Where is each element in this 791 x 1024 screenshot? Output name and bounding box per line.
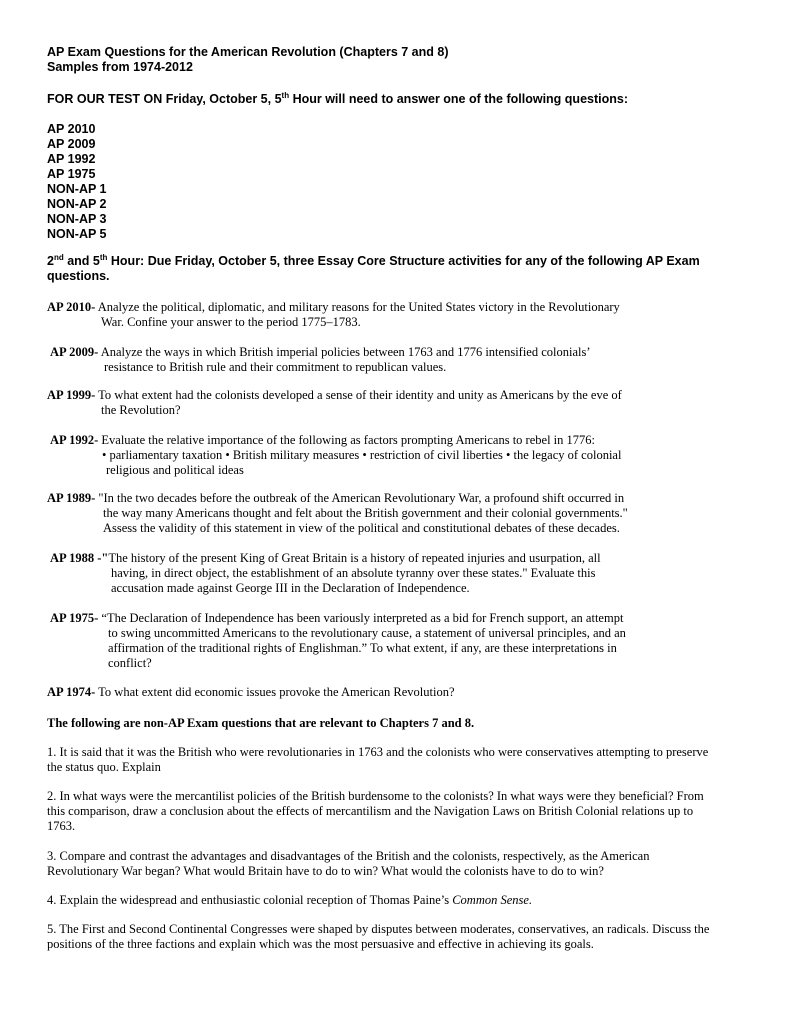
question-text: the way many Americans thought and felt about the British government and their colonial governments."	[103, 506, 628, 520]
question-text: Analyze the ways in which British imperial policies between 1763 and 1776 intensified colonials’	[98, 345, 591, 359]
ap-question-1974	[47, 685, 455, 700]
due-notice	[47, 254, 700, 284]
document-header	[47, 45, 448, 75]
list-item: AP 1992	[47, 152, 96, 166]
question-label: AP 2010-	[47, 300, 96, 314]
question-label: AP 1992-	[50, 433, 99, 447]
question-label: AP 1999-	[47, 388, 96, 402]
nonap-question-3	[47, 849, 649, 879]
question-text: this comparison, draw a conclusion about the effects of mercantilism and the Navigation Laws on British Colonial relations up to	[47, 804, 694, 818]
question-text: Assess the validity of this statement in view of the political and constitutional debates of these decades.	[103, 521, 620, 535]
question-text: 1. It is said that it was the British who were revolutionaries in 1763 and the colonists who were conservatives attempting to preserve	[47, 745, 709, 759]
book-title: Common Sense.	[452, 893, 533, 907]
question-text: 4. Explain the widespread and enthusiastic colonial reception of Thomas Paine’s	[47, 893, 453, 907]
due-notice-sup: nd	[53, 252, 64, 262]
due-notice-part: Hour: Due Friday, October 5, three Essay Core Structure activities for any of the following AP Exam	[107, 254, 700, 268]
question-text: the status quo. Explain	[47, 760, 161, 774]
due-notice-sup: th	[99, 252, 108, 262]
list-item: NON-AP 2	[47, 197, 107, 211]
test-notice	[47, 92, 628, 107]
ap-question-2009	[50, 345, 591, 375]
document-subtitle: Samples from 1974-2012	[47, 60, 193, 74]
question-label: AP 2009-	[50, 345, 99, 359]
ap-question-1992	[50, 433, 621, 478]
due-notice-part: 2	[47, 254, 54, 268]
ap-question-1988	[50, 551, 601, 596]
nonap-question-4	[47, 893, 532, 908]
document-title: AP Exam Questions for the American Revolution (Chapters 7 and 8)	[47, 45, 449, 59]
list-item: NON-AP 5	[47, 227, 107, 241]
question-text: affirmation of the traditional rights of Englishman.” To what extent, if any, are these interpretations in	[108, 641, 617, 655]
question-text: to swing uncommitted Americans to the revolutionary cause, a statement of universal principles, and an	[108, 626, 626, 640]
test-notice-post: Hour will need to answer one of the following questions:	[289, 92, 628, 106]
question-text: resistance to British rule and their commitment to republican values.	[104, 360, 447, 374]
question-text: religious and political ideas	[106, 463, 244, 477]
question-text: conflict?	[108, 656, 152, 670]
question-text: The history of the present King of Great Britain is a history of repeated injuries and usurpation, all	[108, 551, 601, 565]
question-text: "In the two decades before the outbreak of the American Revolutionary War, a profound shift occurred in	[95, 491, 625, 505]
ap-question-2010	[47, 300, 620, 330]
question-text: accusation made against George III in the Declaration of Independence.	[111, 581, 470, 595]
list-item: AP 2009	[47, 137, 96, 151]
test-notice-sup: th	[281, 90, 290, 100]
ap-question-1975	[50, 611, 626, 671]
question-text: 5. The First and Second Continental Congresses were shaped by disputes between moderates, conservatives, an radicals. Discuss the	[47, 922, 710, 936]
question-text: 2. In what ways were the mercantilist policies of the British burdensome to the colonists? In what ways were they beneficial? From	[47, 789, 704, 803]
list-item: NON-AP 3	[47, 212, 107, 226]
ap-question-1989	[47, 491, 628, 536]
question-text: War. Confine your answer to the period 1775–1783.	[101, 315, 361, 329]
question-label: AP 1988 -"	[50, 551, 109, 565]
question-text: Revolutionary War began? What would Britain have to do to win? What would the colonists have to do to win?	[47, 864, 604, 878]
question-text: Analyze the political, diplomatic, and military reasons for the United States victory in the Revolutionary	[95, 300, 620, 314]
list-item: AP 2010	[47, 122, 96, 136]
nonap-question-2	[47, 789, 704, 834]
question-text: “The Declaration of Independence has been variously interpreted as a bid for French support, an attempt	[98, 611, 624, 625]
question-text: having, in direct object, the establishment of an absolute tyranny over these states." Evaluate this	[111, 566, 596, 580]
due-notice-line2: questions.	[47, 269, 110, 283]
nonap-question-5	[47, 922, 709, 952]
nonap-question-1	[47, 745, 708, 775]
ap-question-1999	[47, 388, 622, 418]
test-question-list	[47, 122, 107, 242]
question-label: AP 1974-	[47, 685, 96, 699]
list-item: NON-AP 1	[47, 182, 107, 196]
question-text: 3. Compare and contrast the advantages and disadvantages of the British and the colonists, respectively, as the American	[47, 849, 650, 863]
test-notice-pre: FOR OUR TEST ON Friday, October 5, 5	[47, 92, 282, 106]
nonap-heading-text: The following are non-AP Exam questions that are relevant to Chapters 7 and 8.	[47, 716, 475, 730]
question-text: • parliamentary taxation • British military measures • restriction of civil liberties • the legacy of colonial	[102, 448, 622, 462]
question-text: To what extent did economic issues provoke the American Revolution?	[95, 685, 455, 699]
question-text: Evaluate the relative importance of the following as factors prompting Americans to rebel in 1776:	[98, 433, 595, 447]
list-item: AP 1975	[47, 167, 96, 181]
question-label: AP 1975-	[50, 611, 99, 625]
question-text: 1763.	[47, 819, 76, 833]
due-notice-part: and 5	[63, 254, 100, 268]
question-text: the Revolution?	[101, 403, 181, 417]
question-text: positions of the three factions and explain which was the most persuasive and effective in achieving its goals.	[47, 937, 594, 951]
nonap-heading	[47, 716, 474, 731]
question-label: AP 1989-	[47, 491, 96, 505]
question-text: To what extent had the colonists developed a sense of their identity and unity as Americans by the eve of	[95, 388, 622, 402]
